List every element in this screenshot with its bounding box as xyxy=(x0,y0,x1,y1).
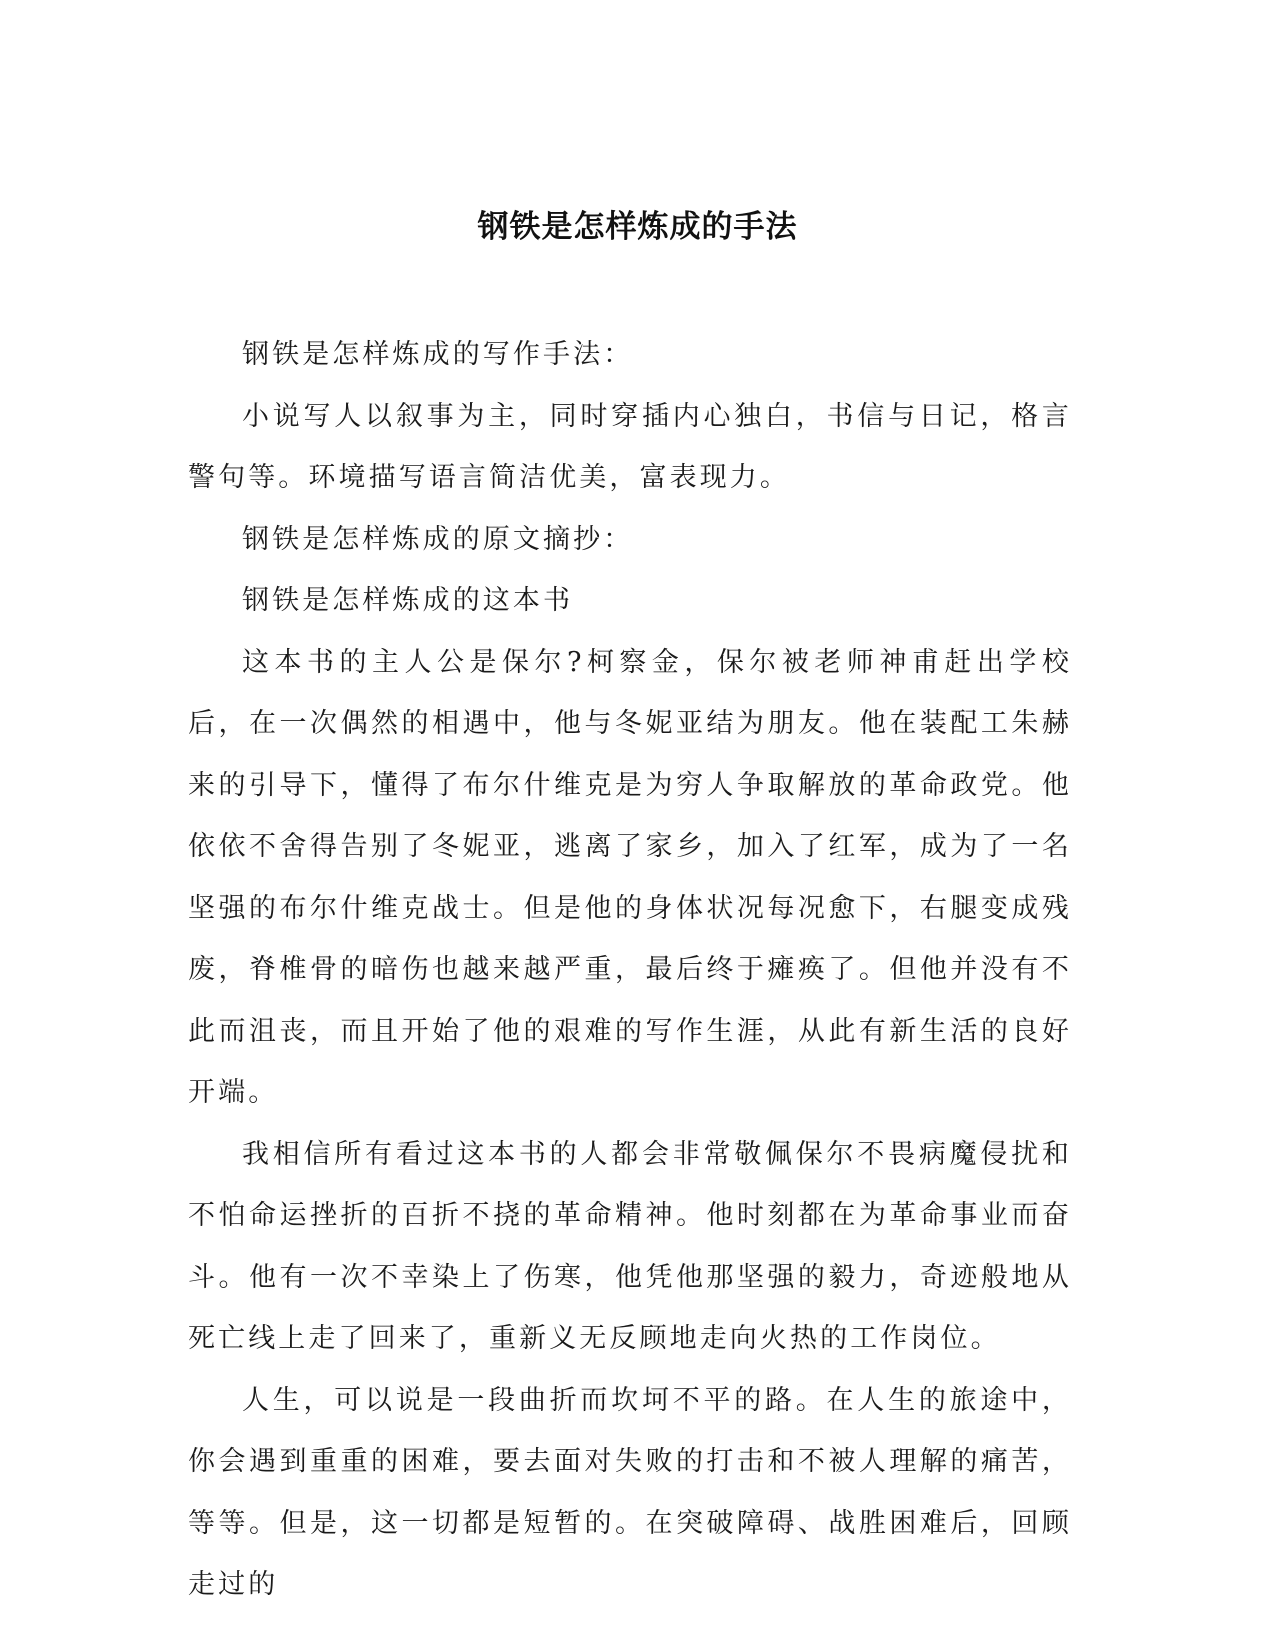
document-title: 钢铁是怎样炼成的手法 xyxy=(477,209,798,245)
paragraph-writing-technique-heading: 钢铁是怎样炼成的写作手法： xyxy=(242,339,634,370)
paragraph-book-heading: 钢铁是怎样炼成的这本书 xyxy=(242,585,574,616)
paragraph-writing-technique: 小说写人以叙事为主，同时穿插内心独白，书信与日记，格言警句等。环境描写语言简洁优美，富表现力。 xyxy=(188,400,1072,493)
paragraph-life-reflection: 人生，可以说是一段曲折而坎坷不平的路。在人生的旅途中，你会遇到重重的困难，要去面对失败的打击和不被人理解的痛苦，等等。但是，这一切都是短暂的。在突破障碍、战胜困难后，回顾走过的 xyxy=(188,1384,1072,1600)
paragraph-book-summary: 这本书的主人公是保尔?柯察金，保尔被老师神甫赶出学校后，在一次偶然的相遇中，他与冬妮亚结为朋友。他在装配工朱赫来的引导下，懂得了布尔什维克是为穷人争取解放的革命政党。他依依不舍得告别了冬妮亚，逃离了家乡，加入了红军，成为了一名坚强的布尔什维克战士。但是他的身体状况每况愈下，右腿变成残废，脊椎骨的暗伤也越来越严重，最后终于瘫痪了。但他并没有不此而沮丧，而且开始了他的艰难的写作生涯，从此有新生活的良好开端。 xyxy=(188,646,1072,1108)
paragraph-excerpt-heading: 钢铁是怎样炼成的原文摘抄： xyxy=(242,523,634,555)
paragraph-admiration: 我相信所有看过这本书的人都会非常敬佩保尔不畏病魔侵扰和不怕命运挫折的百折不挠的革命精神。他时刻都在为革命事业而奋斗。他有一次不幸染上了伤寒，他凭他那坚强的毅力，奇迹般地从死亡线上走了回来了，重新义无反顾地走向火热的工作岗位。 xyxy=(188,1138,1072,1354)
document-body xyxy=(188,324,1072,1616)
